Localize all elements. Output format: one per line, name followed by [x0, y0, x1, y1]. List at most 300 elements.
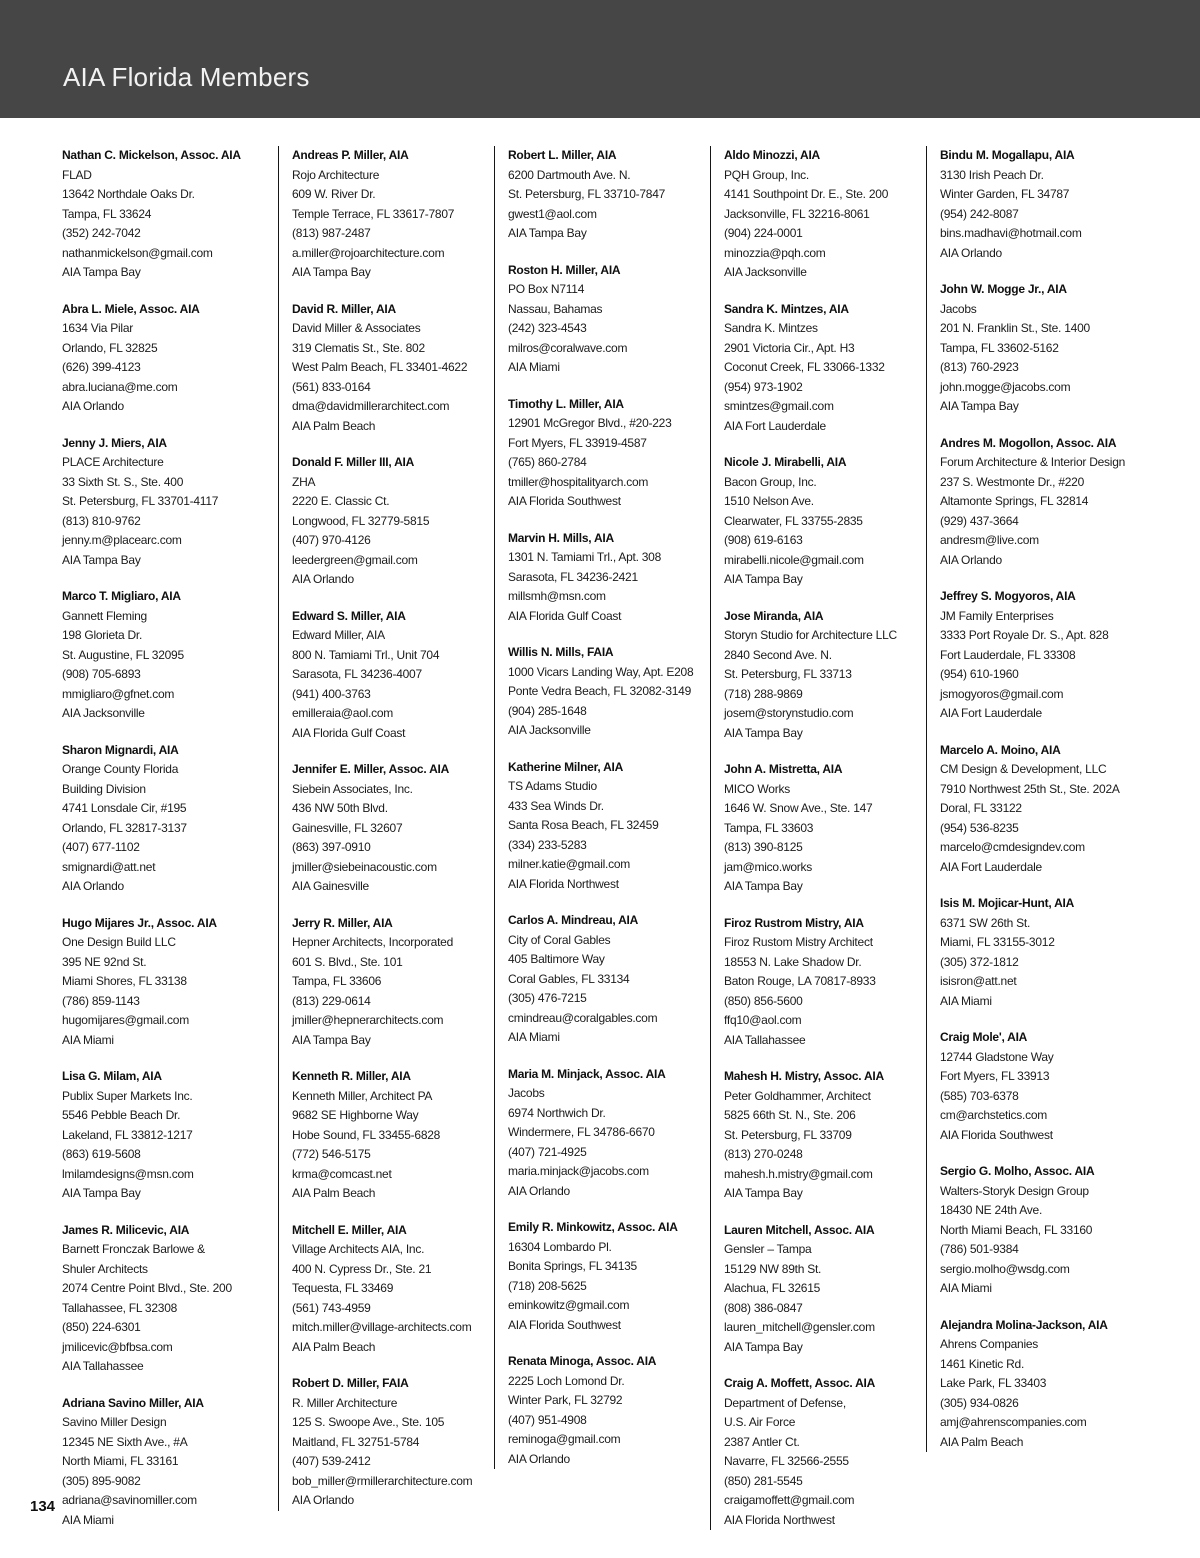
member-detail-line: Tampa, FL 33603 [724, 820, 814, 835]
member-detail-line: AIA Tampa Bay [62, 552, 141, 567]
member-detail-line: AIA Orlando [940, 245, 1002, 260]
member-detail-line: Savino Miller Design [62, 1415, 167, 1429]
member-detail-line: Gensler – Tampa [724, 1242, 812, 1256]
member-detail-line: jenny.m@placearc.com [62, 533, 182, 547]
member-detail-line: (850) 856-5600 [724, 993, 803, 1008]
member-name: Maria M. Minjack, Assoc. AIA [508, 1066, 666, 1081]
member-detail-line: milner.katie@gmail.com [508, 857, 631, 871]
member-detail-line: AIA Tampa Bay [62, 265, 141, 279]
member-detail-line: andresm@live.com [940, 533, 1039, 547]
member-detail-line: cmindreau@coralgables.com [508, 1010, 658, 1025]
member-detail-line: 800 N. Tamiami Trl., Unit 704 [292, 647, 440, 662]
member-detail-line: mahesh.h.mistry@gmail.com [724, 1166, 873, 1181]
member-name: James R. Milicevic, AIA [62, 1222, 190, 1237]
member-detail-line: AIA Orlando [508, 1451, 570, 1466]
member-detail-line: jam@mico.works [724, 859, 813, 874]
member-name: Adriana Savino Miller, AIA [62, 1395, 204, 1410]
member-detail-line: (585) 703-6378 [940, 1088, 1019, 1103]
member-detail-line: ZHA [292, 474, 316, 489]
member-detail-line: Fort Lauderdale, FL 33308 [940, 647, 1076, 662]
member-detail-line: 319 Clematis St., Ste. 802 [292, 340, 425, 355]
member-detail-line: Bacon Group, Inc. [724, 474, 817, 489]
member-detail-line: AIA Fort Lauderdale [940, 859, 1042, 874]
member-detail-line: (929) 437-3664 [940, 513, 1019, 528]
member-entry [292, 146, 482, 283]
member-detail-line: 1461 Kinetic Rd. [940, 1356, 1025, 1371]
member-detail-line: 400 N. Cypress Dr., Ste. 21 [292, 1261, 432, 1276]
member-detail-line: 2387 Antler Ct. [724, 1434, 800, 1449]
member-detail-line: Village Architects AIA, Inc. [292, 1242, 425, 1256]
member-name: Lauren Mitchell, Assoc. AIA [724, 1222, 875, 1237]
member-detail-line: AIA Palm Beach [292, 1339, 376, 1354]
member-detail-line: minozzia@pqh.com [724, 245, 826, 260]
member-entry [940, 894, 1130, 1011]
member-detail-line: MICO Works [724, 781, 790, 796]
member-detail-line: mmigliaro@gfnet.com [62, 686, 175, 701]
member-name: Edward S. Miller, AIA [292, 608, 406, 623]
member-detail-line: 3333 Port Royale Dr. S., Apt. 828 [940, 628, 1109, 642]
member-detail-line: smignardi@att.net [62, 859, 156, 874]
member-name: Willis N. Mills, FAIA [508, 645, 614, 659]
member-detail-line: (407) 721-4925 [508, 1144, 587, 1159]
member-detail-line: North Miami, FL 33161 [62, 1454, 179, 1468]
member-detail-line: (718) 288-9869 [724, 686, 803, 701]
member-detail-line: Fort Myers, FL 33913 [940, 1069, 1050, 1083]
member-detail-line: emilleraia@aol.com [292, 706, 394, 720]
member-detail-line: 405 Baltimore Way [508, 952, 605, 966]
member-detail-line: jmilicevic@bfbsa.com [62, 1339, 173, 1354]
member-entry [940, 146, 1130, 263]
member-detail-line: lauren_mitchell@gensler.com [724, 1320, 875, 1334]
member-entry [62, 1394, 266, 1531]
member-name: Sharon Mignardi, AIA [62, 742, 179, 757]
member-entry [292, 760, 482, 897]
member-entry [724, 300, 914, 437]
member-entry [292, 300, 482, 437]
member-detail-line: (813) 390-8125 [724, 840, 803, 854]
member-detail-line: (954) 610-1960 [940, 667, 1019, 681]
member-detail-line: PQH Group, Inc. [724, 167, 809, 182]
member-detail-line: ffq10@aol.com [724, 1013, 802, 1027]
member-detail-line: (305) 476-7215 [508, 991, 587, 1005]
member-detail-line: Rojo Architecture [292, 167, 380, 182]
member-detail-line: 436 NW 50th Blvd. [292, 801, 388, 815]
member-detail-line: craigamoffett@gmail.com [724, 1493, 855, 1507]
member-detail-line: AIA Miami [62, 1032, 114, 1047]
member-detail-line: smintzes@gmail.com [724, 399, 834, 413]
member-detail-line: Barnett Fronczak Barlowe & [62, 1242, 205, 1256]
page-number: 134 [30, 1498, 56, 1515]
member-detail-line: marcelo@cmdesigndev.com [940, 840, 1085, 854]
member-detail-line: Tequesta, FL 33469 [292, 1281, 394, 1295]
member-detail-line: CM Design & Development, LLC [940, 762, 1107, 776]
member-detail-line: AIA Tallahassee [724, 1032, 806, 1047]
member-detail-line: (786) 501-9384 [940, 1242, 1019, 1256]
member-detail-line: 125 S. Swoope Ave., Ste. 105 [292, 1415, 445, 1429]
member-entry [62, 587, 266, 724]
member-detail-line: 12744 Gladstone Way [940, 1049, 1054, 1064]
member-entry [62, 1067, 266, 1204]
member-detail-line: 1510 Nelson Ave. [724, 494, 814, 508]
member-detail-line: Hobe Sound, FL 33455-6828 [292, 1127, 441, 1142]
member-detail-line: Longwood, FL 32779-5815 [292, 513, 430, 528]
member-detail-line: Walters-Storyk Design Group [940, 1183, 1089, 1198]
member-detail-line: 13642 Northdale Oaks Dr. [62, 187, 195, 201]
member-detail-line: Peter Goldhammer, Architect [724, 1088, 871, 1103]
member-detail-line: Santa Rosa Beach, FL 32459 [508, 818, 659, 832]
member-entry [940, 434, 1130, 571]
member-detail-line: (352) 242-7042 [62, 226, 141, 240]
member-detail-line: AIA Gainesville [292, 879, 369, 893]
member-entry [508, 529, 698, 627]
member-detail-line: (908) 619-6163 [724, 533, 803, 547]
member-detail-line: Firoz Rustom Mistry Architect [724, 935, 873, 949]
member-detail-line: (407) 539-2412 [292, 1454, 371, 1468]
member-detail-line: Miami, FL 33155-3012 [940, 935, 1055, 949]
member-detail-line: Navarre, FL 32566-2555 [724, 1454, 849, 1468]
member-detail-line: Lake Park, FL 33403 [940, 1376, 1047, 1390]
member-detail-line: Building Division [62, 781, 146, 796]
member-detail-line: AIA Tampa Bay [62, 1186, 141, 1200]
member-detail-line: 1634 Via Pilar [62, 321, 133, 335]
member-detail-line: Lakeland, FL 33812-1217 [62, 1127, 193, 1142]
member-detail-line: St. Petersburg, FL 33710-7847 [508, 187, 666, 201]
member-detail-line: AIA Orlando [292, 1493, 354, 1507]
member-detail-line: (954) 973-1902 [724, 379, 803, 394]
member-detail-line: Temple Terrace, FL 33617-7807 [292, 206, 455, 221]
member-detail-line: AIA Orlando [940, 552, 1002, 567]
member-detail-line: AIA Florida Gulf Coast [292, 725, 406, 740]
member-name: Firoz Rustrom Mistry, AIA [724, 915, 864, 930]
member-detail-line: AIA Orlando [292, 572, 354, 586]
member-detail-line: AIA Florida Northwest [724, 1512, 835, 1527]
member-detail-line: Forum Architecture & Interior Design [940, 455, 1126, 469]
member-name: Marvin H. Mills, AIA [508, 530, 614, 545]
member-detail-line: (863) 397-0910 [292, 840, 371, 854]
member-detail-line: St. Petersburg, FL 33709 [724, 1127, 852, 1142]
member-detail-line: AIA Florida Gulf Coast [508, 608, 622, 623]
member-detail-line: 201 N. Franklin St., Ste. 1400 [940, 321, 1090, 335]
member-detail-line: JM Family Enterprises [940, 608, 1054, 623]
directory-column-5 [926, 146, 1142, 1452]
member-detail-line: (904) 224-0001 [724, 226, 803, 240]
member-detail-line: 5546 Pebble Beach Dr. [62, 1108, 181, 1122]
member-detail-line: 2074 Centre Point Blvd., Ste. 200 [62, 1281, 232, 1295]
member-entry [724, 453, 914, 590]
member-detail-line: 12345 NE Sixth Ave., #A [62, 1434, 188, 1449]
member-detail-line: AIA Jacksonville [724, 265, 807, 279]
member-detail-line: abra.luciana@me.com [62, 379, 178, 394]
member-detail-line: AIA Orlando [62, 399, 124, 413]
member-detail-line: hugomijares@gmail.com [62, 1013, 189, 1027]
member-detail-line: (305) 895-9082 [62, 1473, 141, 1488]
member-detail-line: Storyn Studio for Architecture LLC [724, 628, 897, 642]
member-entry [292, 1374, 482, 1511]
member-detail-line: Ponte Vedra Beach, FL 32082-3149 [508, 684, 692, 698]
member-detail-line: Jacksonville, FL 32216-8061 [724, 206, 870, 221]
member-detail-line: 609 W. River Dr. [292, 187, 376, 201]
member-detail-line: Bonita Springs, FL 34135 [508, 1259, 637, 1273]
member-detail-line: AIA Miami [508, 1030, 560, 1044]
member-detail-line: AIA Florida Northwest [508, 876, 619, 891]
page-title: AIA Florida Members [63, 62, 310, 92]
member-detail-line: 5825 66th St. N., Ste. 206 [724, 1108, 856, 1122]
member-detail-line: St. Augustine, FL 32095 [62, 647, 184, 662]
member-entry [292, 914, 482, 1051]
member-detail-line: Tampa, FL 33606 [292, 974, 382, 988]
member-detail-line: David Miller & Associates [292, 321, 421, 335]
member-entry [940, 1162, 1130, 1299]
member-detail-line: Orlando, FL 32817-3137 [62, 820, 187, 835]
member-name: John A. Mistretta, AIA [724, 762, 843, 776]
member-detail-line: AIA Tampa Bay [292, 1032, 371, 1047]
member-name: Kenneth R. Miller, AIA [292, 1069, 411, 1083]
member-detail-line: AIA Florida Southwest [940, 1127, 1053, 1142]
member-name: Craig A. Moffett, Assoc. AIA [724, 1376, 876, 1390]
member-name: Jennifer E. Miller, Assoc. AIA [292, 762, 449, 776]
member-detail-line: (407) 970-4126 [292, 533, 371, 547]
member-detail-line: Kenneth Miller, Architect PA [292, 1088, 433, 1103]
member-detail-line: City of Coral Gables [508, 932, 611, 947]
member-detail-line: AIA Miami [508, 360, 560, 374]
member-detail-line: One Design Build LLC [62, 935, 176, 949]
member-name: Carlos A. Mindreau, AIA [508, 913, 639, 927]
member-entry [508, 911, 698, 1048]
member-detail-line: AIA Miami [940, 1281, 992, 1295]
member-name: Nathan C. Mickelson, Assoc. AIA [62, 148, 241, 162]
member-entry [940, 741, 1130, 878]
member-detail-line: john.mogge@jacobs.com [940, 379, 1071, 394]
member-detail-line: 1301 N. Tamiami Trl., Apt. 308 [508, 550, 662, 564]
member-detail-line: (242) 323-4543 [508, 321, 587, 335]
member-name: Jose Miranda, AIA [724, 608, 824, 623]
member-detail-line: 2901 Victoria Cir., Apt. H3 [724, 340, 855, 355]
member-detail-line: Sarasota, FL 34236-2421 [508, 569, 638, 584]
member-detail-line: Shuler Architects [62, 1261, 148, 1276]
member-detail-line: gwest1@aol.com [508, 206, 597, 221]
member-detail-line: 4741 Lonsdale Cir, #195 [62, 801, 187, 815]
member-detail-line: (813) 810-9762 [62, 513, 141, 528]
member-detail-line: AIA Tampa Bay [724, 879, 803, 893]
member-detail-line: (850) 224-6301 [62, 1320, 141, 1334]
member-entry [292, 1221, 482, 1358]
member-detail-line: 601 S. Blvd., Ste. 101 [292, 954, 403, 969]
member-detail-line: TS Adams Studio [508, 779, 597, 793]
member-detail-line: Sarasota, FL 34236-4007 [292, 667, 422, 681]
member-detail-line: 3130 Irish Peach Dr. [940, 167, 1044, 182]
member-detail-line: Windermere, FL 34786-6670 [508, 1125, 655, 1139]
member-name: John W. Mogge Jr., AIA [940, 282, 1067, 296]
member-detail-line: Winter Park, FL 32792 [508, 1393, 623, 1407]
member-entry [62, 914, 266, 1051]
member-detail-line: Baton Rouge, LA 70817-8933 [724, 974, 876, 988]
member-detail-line: millsmh@msn.com [508, 589, 606, 603]
member-detail-line: adriana@savinomiller.com [62, 1493, 197, 1507]
member-name: Marco T. Migliaro, AIA [62, 589, 181, 603]
member-name: Timothy L. Miller, AIA [508, 396, 624, 411]
member-name: Nicole J. Mirabelli, AIA [724, 455, 847, 469]
member-detail-line: FLAD [62, 167, 92, 182]
member-detail-line: (908) 705-6893 [62, 667, 141, 681]
member-detail-line: AIA Fort Lauderdale [940, 706, 1042, 720]
member-detail-line: 4141 Southpoint Dr. E., Ste. 200 [724, 187, 889, 201]
member-entry [292, 1067, 482, 1204]
member-detail-line: jsmogyoros@gmail.com [940, 686, 1064, 701]
member-detail-line: (765) 860-2784 [508, 455, 587, 469]
member-detail-line: (407) 951-4908 [508, 1412, 587, 1427]
member-entry [62, 741, 266, 897]
member-entry [724, 607, 914, 744]
member-entry [940, 280, 1130, 417]
member-detail-line: bob_miller@rmillerarchitecture.com [292, 1473, 473, 1488]
member-detail-line: AIA Fort Lauderdale [724, 418, 826, 433]
member-detail-line: 1646 W. Snow Ave., Ste. 147 [724, 801, 873, 815]
member-detail-line: (407) 677-1102 [62, 840, 140, 854]
member-detail-line: (334) 233-5283 [508, 837, 587, 852]
directory-column-4 [710, 146, 926, 1530]
member-entry [724, 1067, 914, 1204]
member-name: Isis M. Mojicar-Hunt, AIA [940, 896, 1074, 910]
member-detail-line: West Palm Beach, FL 33401-4622 [292, 360, 468, 374]
member-entry [508, 758, 698, 895]
member-detail-line: (954) 536-8235 [940, 820, 1019, 835]
member-detail-line: (305) 372-1812 [940, 954, 1019, 969]
member-detail-line: (954) 242-8087 [940, 206, 1019, 221]
member-name: Renata Minoga, Assoc. AIA [508, 1354, 657, 1368]
member-detail-line: 1000 Vicars Landing Way, Apt. E208 [508, 664, 694, 679]
member-detail-line: jmiller@siebeinacoustic.com [292, 859, 437, 874]
member-entry [724, 760, 914, 897]
member-detail-line: Coconut Creek, FL 33066-1332 [724, 360, 885, 374]
member-detail-line: Publix Super Markets Inc. [62, 1088, 193, 1103]
member-detail-line: AIA Palm Beach [292, 1186, 376, 1200]
member-detail-line: krma@comcast.net [292, 1166, 392, 1181]
member-detail-line: (813) 270-0248 [724, 1147, 803, 1161]
member-detail-line: lmilamdesigns@msn.com [62, 1166, 194, 1181]
member-name: Jeffrey S. Mogyoros, AIA [940, 589, 1076, 603]
member-detail-line: AIA Palm Beach [940, 1434, 1024, 1449]
member-entry [62, 146, 266, 283]
member-detail-line: 237 S. Westmonte Dr., #220 [940, 474, 1085, 489]
member-detail-line: 33 Sixth St. S., Ste. 400 [62, 474, 184, 489]
member-detail-line: AIA Tampa Bay [724, 725, 803, 740]
member-detail-line: 18553 N. Lake Shadow Dr. [724, 954, 862, 969]
member-name: Jenny J. Miers, AIA [62, 435, 167, 450]
member-detail-line: 2225 Loch Lomond Dr. [508, 1373, 625, 1388]
member-name: Emily R. Minkowitz, Assoc. AIA [508, 1220, 678, 1234]
member-detail-line: (305) 934-0826 [940, 1395, 1019, 1410]
member-entry [940, 587, 1130, 724]
member-entry [724, 1221, 914, 1358]
member-detail-line: AIA Tampa Bay [724, 1186, 803, 1200]
member-name: Robert L. Miller, AIA [508, 148, 617, 162]
member-detail-line: Jacobs [508, 1086, 545, 1100]
member-detail-line: Edward Miller, AIA [292, 628, 385, 642]
directory-column-1 [62, 146, 278, 1530]
member-detail-line: Alachua, FL 32615 [724, 1281, 821, 1295]
member-name: Alejandra Molina-Jackson, AIA [940, 1317, 1108, 1332]
member-name: Robert D. Miller, FAIA [292, 1376, 409, 1390]
member-detail-line: Gainesville, FL 32607 [292, 820, 403, 835]
member-detail-line: nathanmickelson@gmail.com [62, 245, 213, 260]
member-name: Donald F. Miller III, AIA [292, 455, 414, 469]
member-detail-line: St. Petersburg, FL 33701-4117 [62, 494, 219, 508]
member-detail-line: (813) 987-2487 [292, 226, 371, 240]
member-detail-line: 395 NE 92nd St. [62, 954, 147, 969]
member-entry [508, 643, 698, 741]
member-detail-line: leedergreen@gmail.com [292, 552, 418, 567]
member-directory [62, 146, 1142, 1530]
member-name: Marcelo A. Moino, AIA [940, 742, 1061, 757]
member-name: Andres M. Mogollon, Assoc. AIA [940, 435, 1117, 450]
member-detail-line: 6371 SW 26th St. [940, 915, 1031, 930]
member-detail-line: mirabelli.nicole@gmail.com [724, 552, 864, 567]
member-detail-line: Miami Shores, FL 33138 [62, 974, 187, 988]
member-detail-line: St. Petersburg, FL 33713 [724, 667, 852, 681]
member-name: Bindu M. Mogallapu, AIA [940, 148, 1075, 162]
member-detail-line: 2840 Second Ave. N. [724, 647, 832, 662]
member-entry [508, 1065, 698, 1202]
member-detail-line: (626) 399-4123 [62, 360, 141, 374]
member-name: Jerry R. Miller, AIA [292, 915, 393, 930]
member-detail-line: (813) 229-0614 [292, 993, 371, 1008]
member-detail-line: eminkowitz@gmail.com [508, 1298, 630, 1312]
member-detail-line: (561) 743-4959 [292, 1300, 371, 1315]
member-entry [62, 300, 266, 417]
member-detail-line: jmiller@hepnerarchitects.com [292, 1013, 444, 1027]
member-detail-line: maria.minjack@jacobs.com [508, 1164, 649, 1178]
member-detail-line: tmiller@hospitalityarch.com [508, 474, 649, 489]
member-entry [724, 914, 914, 1051]
member-detail-line: AIA Orlando [508, 1183, 570, 1198]
member-detail-line: (813) 760-2923 [940, 360, 1019, 374]
member-detail-line: Tallahassee, FL 32308 [62, 1300, 178, 1315]
member-name: Craig Mole', AIA [940, 1030, 1028, 1044]
member-entry [292, 453, 482, 590]
member-detail-line: Jacobs [940, 301, 977, 316]
member-detail-line: North Miami Beach, FL 33160 [940, 1222, 1093, 1237]
member-name: Mitchell E. Miller, AIA [292, 1222, 407, 1237]
member-detail-line: AIA Palm Beach [292, 418, 376, 433]
member-entry [508, 1352, 698, 1469]
member-detail-line: Orlando, FL 32825 [62, 340, 158, 355]
member-detail-line: AIA Tampa Bay [292, 265, 371, 279]
member-name: Katherine Milner, AIA [508, 759, 623, 774]
member-detail-line: Siebein Associates, Inc. [292, 781, 413, 796]
member-name: Andreas P. Miller, AIA [292, 148, 409, 162]
member-detail-line: AIA Tampa Bay [724, 572, 803, 586]
member-name: Sandra K. Mintzes, AIA [724, 301, 849, 316]
member-detail-line: Nassau, Bahamas [508, 301, 603, 316]
member-detail-line: Sandra K. Mintzes [724, 321, 818, 335]
member-detail-line: (772) 546-5175 [292, 1147, 371, 1161]
member-detail-line: (941) 400-3763 [292, 686, 371, 701]
member-detail-line: 15129 NW 89th St. [724, 1261, 822, 1276]
member-detail-line: Altamonte Springs, FL 32814 [940, 494, 1089, 508]
member-detail-line: Department of Defense, [724, 1395, 846, 1410]
member-name: Aldo Minozzi, AIA [724, 148, 820, 162]
member-detail-line: Doral, FL 33122 [940, 801, 1022, 815]
member-detail-line: 6974 Northwich Dr. [508, 1105, 606, 1120]
member-detail-line: isisron@att.net [940, 974, 1017, 988]
member-detail-line: amj@ahrenscompanies.com [940, 1415, 1087, 1429]
member-detail-line: Winter Garden, FL 34787 [940, 187, 1070, 201]
member-name: Sergio G. Molho, Assoc. AIA [940, 1164, 1095, 1178]
member-name: David R. Miller, AIA [292, 301, 396, 316]
member-entry [940, 1316, 1130, 1453]
member-detail-line: (808) 386-0847 [724, 1300, 803, 1315]
member-name: Hugo Mijares Jr., Assoc. AIA [62, 915, 217, 930]
